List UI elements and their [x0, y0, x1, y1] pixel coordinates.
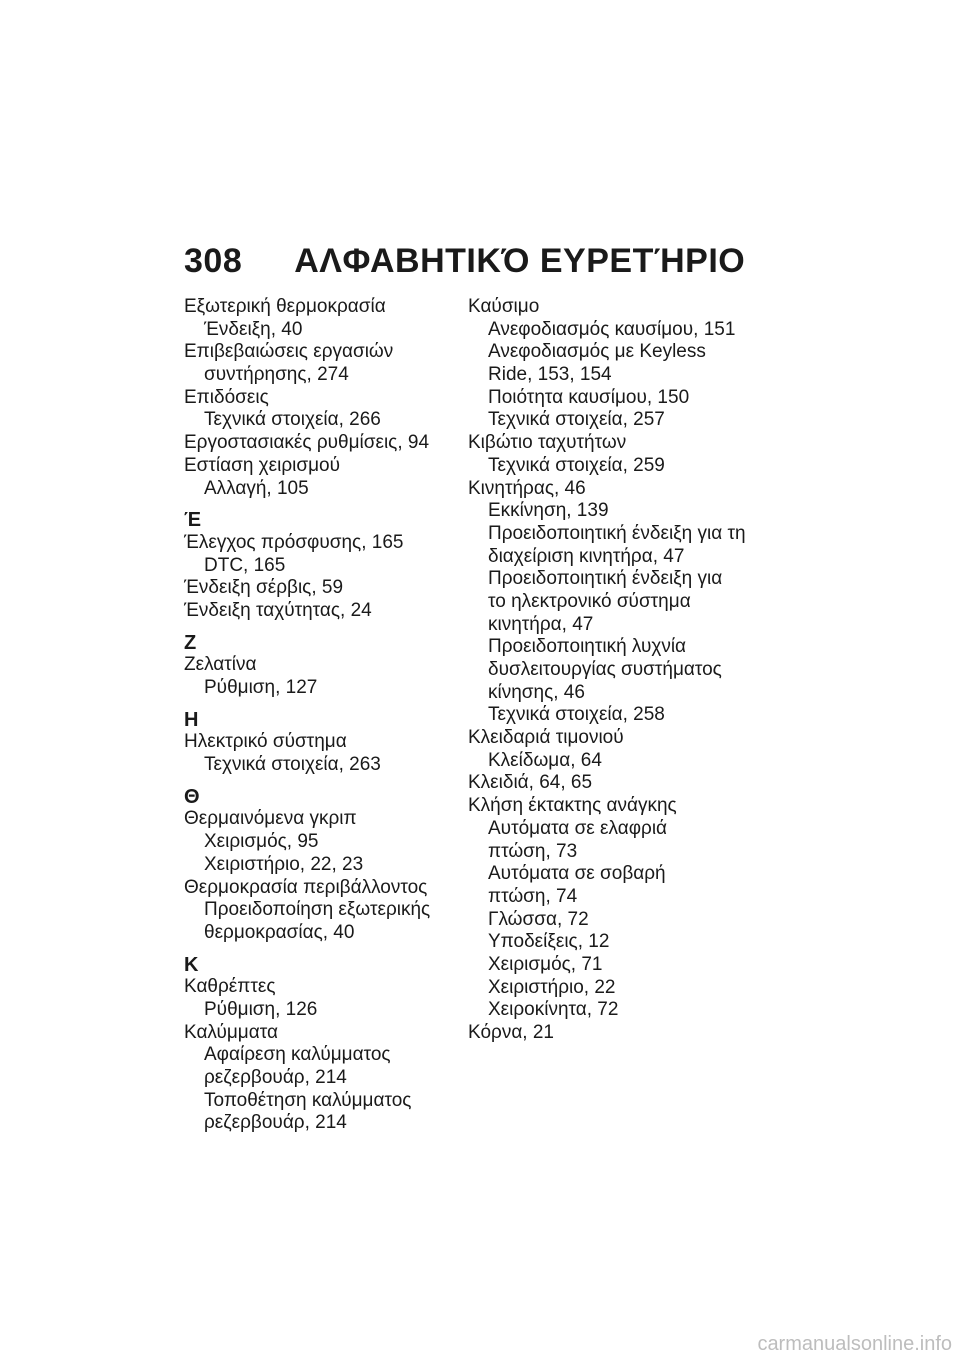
- index-column-right: [468, 296, 748, 1045]
- index-subentry: Αυτόματα σε ελαφριά: [488, 817, 668, 839]
- index-entry: Κιβώτιο ταχυτήτων: [468, 432, 627, 454]
- index-entry: Ηλεκτρικό σύστημα: [184, 731, 347, 753]
- index-subentry: Προειδοποίηση εξωτερικής: [204, 899, 431, 921]
- index-entry: Κλειδαριά τιμονιού: [468, 727, 624, 749]
- index-entry: Καθρέπτες: [184, 976, 276, 998]
- index-subentry: Τεχνικά στοιχεία, 258: [488, 704, 665, 726]
- index-subentry: πτώση, 73: [488, 840, 578, 862]
- index-entry: Επιδόσεις: [184, 386, 269, 408]
- index-subentry: Γλώσσα, 72: [488, 908, 589, 930]
- index-subentry: Προειδοποιητική ένδειξη για τη: [488, 522, 746, 544]
- index-subentry: Τεχνικά στοιχεία, 266: [204, 409, 381, 431]
- index-entry: Κλήση έκτακτης ανάγκης: [468, 795, 677, 817]
- index-entry: Κλειδιά, 64, 65: [468, 772, 593, 794]
- index-subentry: Ρύθμιση, 126: [204, 998, 318, 1020]
- index-subentry: κίνησης, 46: [488, 681, 585, 703]
- index-subentry: συντήρησης, 274: [204, 364, 349, 386]
- index-letter-heading: Κ: [184, 953, 199, 976]
- index-entry: Εστίαση χειρισμού: [184, 454, 341, 476]
- index-subentry: Προειδοποιητική ένδειξη για: [488, 568, 723, 590]
- index-subentry: Εκκίνηση, 139: [488, 500, 609, 522]
- page-number: 308: [184, 242, 243, 280]
- index-subentry: Χειροκίνητα, 72: [488, 999, 619, 1021]
- index-subentry: ρεζερβουάρ, 214: [204, 1112, 347, 1134]
- index-subentry: Προειδοποιητική λυχνία: [488, 636, 687, 658]
- index-entry: Κόρνα, 21: [468, 1022, 554, 1043]
- index-subentry: Χειρισμός, 95: [204, 831, 319, 853]
- index-subentry: Αφαίρεση καλύμματος: [204, 1044, 391, 1066]
- index-subentry: Χειριστήριο, 22: [488, 976, 616, 998]
- index-letter-heading: Έ: [184, 509, 202, 532]
- page-title: ΑΛΦΑΒΗΤΙΚΌ ΕΥΡΕΤΉΡΙΟ: [294, 242, 746, 280]
- index-subentry: Ανεφοδιασμός καυσίμου, 151: [488, 318, 736, 340]
- index-entry: Θερμοκρασία περιβάλλοντος: [184, 876, 428, 898]
- index-subentry: κινητήρα, 47: [488, 613, 594, 635]
- index-subentry: πτώση, 74: [488, 885, 578, 907]
- index-entry: Θερμαινόμενα γκριπ: [184, 808, 357, 830]
- index-letter-heading: Η: [184, 708, 199, 731]
- index-subentry: θερμοκρασίας, 40: [204, 921, 355, 943]
- index-entry: Κινητήρας, 46: [468, 477, 586, 499]
- index-subentry: Τεχνικά στοιχεία, 259: [488, 454, 665, 476]
- index-subentry: DTC, 165: [204, 554, 286, 576]
- index-subentry: Χειριστήριο, 22, 23: [204, 853, 364, 875]
- index-subentry: Ανεφοδιασμός με Keyless: [488, 341, 706, 363]
- index-subentry: Αυτόματα σε σοβαρή: [488, 863, 666, 885]
- index-entry: Ζελατίνα: [184, 654, 257, 676]
- page-header: [184, 242, 745, 282]
- index-subentry: διαχείριση κινητήρα, 47: [488, 545, 685, 567]
- index-subentry: Τεχνικά στοιχεία, 257: [488, 409, 665, 431]
- index-subentry: Ποιότητα καυσίμου, 150: [488, 386, 690, 408]
- index-subentry: Χειρισμός, 71: [488, 953, 603, 975]
- index-letter-heading: Θ: [184, 785, 200, 808]
- index-entry: Ένδειξη σέρβις, 59: [184, 577, 344, 599]
- index-entry: Εργοστασιακές ρυθμίσεις, 94: [184, 432, 430, 454]
- index-subentry: Τοποθέτηση καλύμματος: [204, 1089, 412, 1111]
- index-entry: Καλύμματα: [184, 1021, 278, 1043]
- index-subentry: Ride, 153, 154: [488, 364, 612, 386]
- index-subentry: Κλείδωμα, 64: [488, 749, 602, 771]
- index-column-left: [184, 296, 446, 1135]
- index-subentry: το ηλεκτρονικό σύστημα: [488, 590, 691, 612]
- index-entry: Εξωτερική θερμοκρασία: [184, 296, 386, 317]
- index-subentry: Τεχνικά στοιχεία, 263: [204, 754, 381, 776]
- watermark-text: carmanualsonline.info: [757, 1333, 952, 1355]
- index-subentry: Ρύθμιση, 127: [204, 677, 318, 698]
- index-subentry: ρεζερβουάρ, 214: [204, 1067, 347, 1088]
- index-entry: Επιβεβαιώσεις εργασιών: [184, 341, 394, 363]
- index-subentry: Υποδείξεις, 12: [488, 931, 610, 953]
- index-subentry: Ένδειξη, 40: [204, 318, 303, 340]
- index-entry: Ένδειξη ταχύτητας, 24: [184, 599, 372, 621]
- index-subentry: δυσλειτουργίας συστήματος: [488, 659, 722, 680]
- index-entry: Έλεγχος πρόσφυσης, 165: [184, 531, 404, 553]
- index-entry: Καύσιμο: [468, 296, 540, 317]
- index-subentry: Αλλαγή, 105: [204, 477, 309, 499]
- index-letter-heading: Ζ: [184, 631, 197, 654]
